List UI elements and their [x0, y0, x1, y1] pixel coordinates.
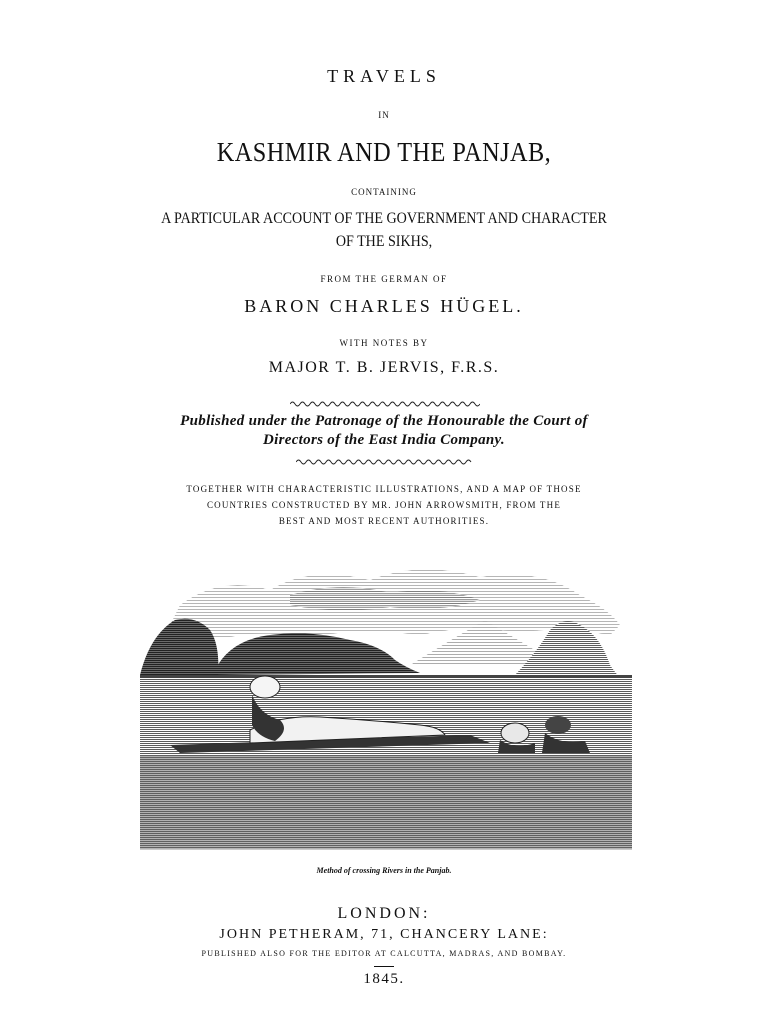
patronage-line-2: Directors of the East India Company. — [263, 432, 505, 448]
imprint-city: LONDON: — [337, 905, 431, 922]
middle-treeline — [215, 633, 420, 675]
subtitle-line-1: A PARTICULAR ACCOUNT OF THE GOVERNMENT AND CHARACTER — [161, 210, 607, 227]
swimmer-2 — [545, 716, 571, 734]
illustration-caption: Method of crossing Rivers in the Panjab. — [316, 866, 452, 875]
illustrations-note-line-3: BEST AND MOST RECENT AUTHORITIES. — [278, 516, 490, 526]
imprint-publisher: JOHN PETHERAM, 71, CHANCERY LANE: — [219, 927, 549, 942]
containing-label: CONTAINING — [351, 187, 417, 197]
left-trees — [140, 619, 218, 677]
publication-year: 1845. — [363, 971, 405, 987]
river-crossing-engraving — [140, 555, 632, 855]
ornament-rule-top — [290, 400, 480, 408]
from-german-label: FROM THE GERMAN OF — [320, 274, 448, 284]
title-travels: TRAVELS — [327, 66, 441, 86]
illustrations-note-line-1: TOGETHER WITH CHARACTERISTIC ILLUSTRATIONS, AND A MAP OF THOSE — [186, 484, 582, 494]
imprint-also-published: PUBLISHED ALSO FOR THE EDITOR AT CALCUTTA, MADRAS, AND BOMBAY. — [201, 949, 567, 958]
patronage-line-1: Published under the Patronage of the Honourable the Court of — [180, 413, 588, 429]
subtitle-line-2: OF THE SIKHS, — [335, 233, 433, 250]
swimmer-1 — [501, 723, 529, 743]
author-name: BARON CHARLES HÜGEL. — [244, 296, 524, 316]
ornament-rule-bottom — [296, 458, 474, 466]
illustrations-note-line-2: COUNTRIES CONSTRUCTED BY MR. JOHN ARROWSMITH, FROM THE — [206, 500, 562, 510]
with-notes-label: WITH NOTES BY — [339, 338, 429, 348]
imprint-short-rule — [374, 966, 394, 967]
editor-name: MAJOR T. B. JERVIS, F.R.S. — [268, 359, 500, 376]
title-in: IN — [378, 110, 390, 120]
main-title: KASHMIR AND THE PANJAB, — [216, 137, 552, 167]
